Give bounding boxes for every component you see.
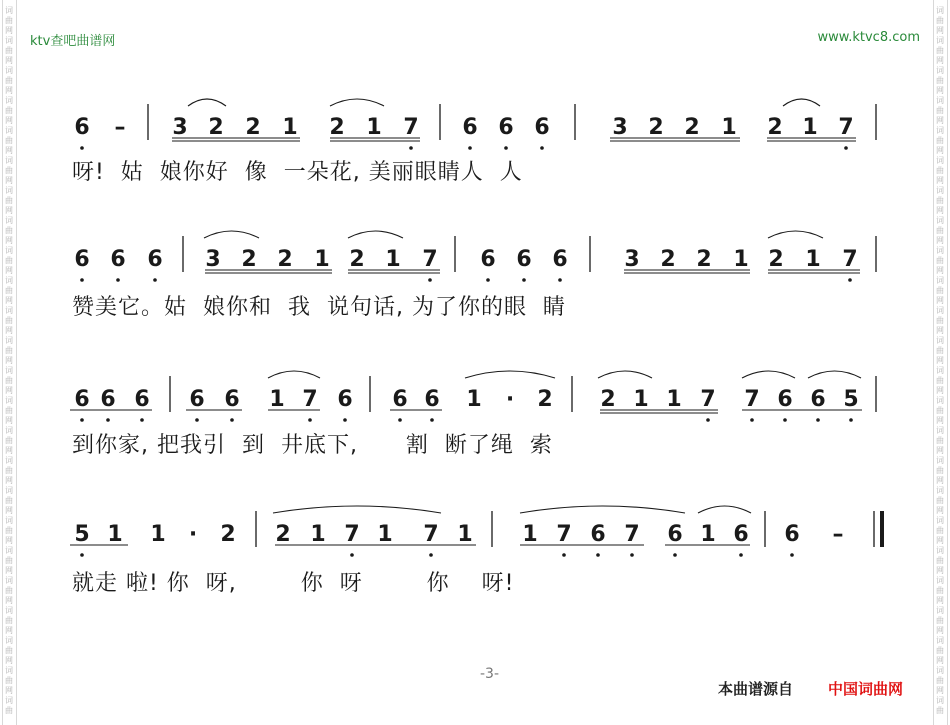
low-octave-dot [596, 553, 600, 557]
watermark-glyph: 曲 [936, 496, 944, 505]
watermark-glyph: 词 [936, 456, 944, 465]
watermark-glyph: 网 [5, 356, 13, 365]
slur-arc [268, 371, 320, 378]
note: 7 [302, 387, 318, 412]
note: 1 [700, 522, 716, 547]
watermark-glyph: 网 [5, 146, 13, 155]
watermark-glyph: 曲 [5, 466, 13, 475]
note: 6 [733, 522, 749, 547]
note: 6 [147, 247, 163, 272]
watermark-glyph: 曲 [5, 406, 13, 415]
watermark-glyph: 词 [5, 546, 13, 555]
watermark-glyph: 曲 [936, 586, 944, 595]
watermark-glyph: 曲 [936, 526, 944, 535]
note: 7 [838, 115, 854, 140]
watermark-glyph: 网 [5, 116, 13, 125]
watermark-glyph: 网 [5, 596, 13, 605]
slur-arc [520, 506, 685, 513]
watermark-glyph: 词 [936, 36, 944, 45]
note: 6 [480, 247, 496, 272]
watermark-glyph: 网 [5, 86, 13, 95]
low-octave-dot [540, 146, 544, 150]
note: · [188, 522, 198, 547]
slur-arc [348, 231, 403, 238]
low-octave-dot [468, 146, 472, 150]
lyric-line-2: 赞美它。姑 娘你和 我 说句话, 为了你的眼 睛 [72, 295, 566, 320]
note: 1 [666, 387, 682, 412]
watermark-glyph: 曲 [936, 706, 944, 715]
watermark-glyph: 网 [936, 56, 944, 65]
watermark-glyph: 词 [936, 546, 944, 555]
note: 6 [100, 387, 116, 412]
note: 3 [172, 115, 188, 140]
slur-arc [465, 371, 555, 378]
note: 6 [337, 387, 353, 412]
watermark-glyph: 网 [5, 656, 13, 665]
watermark-glyph: 词 [936, 66, 944, 75]
header-site-url: www.ktvc8.com [817, 30, 920, 45]
low-octave-dot [140, 418, 144, 422]
note: 3 [612, 115, 628, 140]
watermark-glyph: 词 [936, 336, 944, 345]
watermark-glyph: 曲 [936, 286, 944, 295]
note: 6 [534, 115, 550, 140]
watermark-glyph: 词 [936, 396, 944, 405]
note: 6 [134, 387, 150, 412]
note: 6 [777, 387, 793, 412]
low-octave-dot [80, 278, 84, 282]
watermark-glyph: 词 [5, 606, 13, 615]
watermark-glyph: 曲 [936, 46, 944, 55]
note: 1 [310, 522, 326, 547]
note: 6 [224, 387, 240, 412]
note: 6 [110, 247, 126, 272]
note: 6 [74, 115, 90, 140]
slur-arc [742, 371, 795, 378]
watermark-glyph: 曲 [936, 76, 944, 85]
note: 2 [275, 522, 291, 547]
note: – [832, 522, 844, 547]
watermark-glyph: 曲 [5, 586, 13, 595]
watermark-glyph: 网 [936, 626, 944, 635]
low-octave-dot [750, 418, 754, 422]
note: 1 [805, 247, 821, 272]
watermark-glyph: 曲 [936, 136, 944, 145]
watermark-glyph: 曲 [5, 376, 13, 385]
watermark-glyph: 网 [936, 506, 944, 515]
watermark-glyph: 词 [936, 366, 944, 375]
watermark-glyph: 网 [936, 536, 944, 545]
watermark-glyph: 词 [936, 156, 944, 165]
note: 2 [684, 115, 700, 140]
low-octave-dot [195, 418, 199, 422]
watermark-glyph: 词 [936, 216, 944, 225]
watermark-glyph: 网 [936, 26, 944, 35]
note: 7 [744, 387, 760, 412]
low-octave-dot [80, 146, 84, 150]
watermark-glyph: 词 [5, 66, 13, 75]
watermark-glyph: 网 [5, 296, 13, 305]
note: 7 [556, 522, 572, 547]
watermark-glyph: 网 [936, 656, 944, 665]
watermark-glyph: 网 [936, 266, 944, 275]
note: 2 [245, 115, 261, 140]
watermark-glyph: 网 [5, 626, 13, 635]
watermark-glyph: 曲 [5, 166, 13, 175]
watermark-glyph: 曲 [936, 466, 944, 475]
low-octave-dot [80, 418, 84, 422]
watermark-glyph: 网 [5, 26, 13, 35]
low-octave-dot [398, 418, 402, 422]
watermark-glyph: 词 [936, 276, 944, 285]
note: 1 [633, 387, 649, 412]
watermark-glyph: 词 [936, 246, 944, 255]
header-site-name: ktv查吧曲谱网 [30, 34, 116, 49]
watermark-glyph: 词 [5, 456, 13, 465]
low-octave-dot [343, 418, 347, 422]
slur-arc [698, 506, 751, 513]
watermark-glyph: 词 [936, 636, 944, 645]
slur-arc [330, 99, 384, 106]
watermark-glyph: 词 [936, 306, 944, 315]
watermark-glyph: 网 [936, 86, 944, 95]
page-number: -3- [480, 666, 500, 682]
low-octave-dot [673, 553, 677, 557]
note: 5 [74, 522, 90, 547]
slur-arc [273, 506, 441, 513]
watermark-glyph: 网 [936, 146, 944, 155]
low-octave-dot [350, 553, 354, 557]
watermark-glyph: 词 [5, 216, 13, 225]
note: 1 [282, 115, 298, 140]
watermark-glyph: 网 [5, 236, 13, 245]
watermark-glyph: 词 [5, 576, 13, 585]
low-octave-dot [116, 278, 120, 282]
low-octave-dot [106, 418, 110, 422]
note: 7 [423, 522, 439, 547]
note: 6 [189, 387, 205, 412]
watermark-glyph: 网 [936, 116, 944, 125]
watermark-glyph: 网 [5, 176, 13, 185]
note: 6 [74, 247, 90, 272]
note: 6 [810, 387, 826, 412]
watermark-glyph: 曲 [936, 106, 944, 115]
watermark-glyph: 网 [936, 476, 944, 485]
watermark-glyph: 网 [5, 416, 13, 425]
watermark-glyph: 词 [936, 666, 944, 675]
note: 1 [721, 115, 737, 140]
watermark-glyph: 曲 [936, 646, 944, 655]
note: 7 [624, 522, 640, 547]
watermark-glyph: 曲 [5, 496, 13, 505]
lyric-line-3: 到你家, 把我引 到 井底下, 割 断了绳 索 [72, 433, 553, 458]
slur-arc [188, 99, 226, 106]
low-octave-dot [848, 278, 852, 282]
watermark-glyph: 网 [936, 326, 944, 335]
watermark-glyph: 曲 [5, 196, 13, 205]
note: 5 [843, 387, 859, 412]
note: 1 [457, 522, 473, 547]
watermark-glyph: 曲 [5, 226, 13, 235]
watermark-glyph: 词 [5, 6, 13, 15]
watermark-glyph: 网 [5, 386, 13, 395]
low-octave-dot [486, 278, 490, 282]
low-octave-dot [80, 553, 84, 557]
watermark-glyph: 网 [936, 686, 944, 695]
low-octave-dot [783, 418, 787, 422]
watermark-glyph: 词 [936, 516, 944, 525]
note: 1 [733, 247, 749, 272]
note: 2 [220, 522, 236, 547]
watermark-glyph: 词 [5, 276, 13, 285]
watermark-glyph: 网 [936, 416, 944, 425]
watermark-glyph: 词 [5, 126, 13, 135]
watermark-glyph: 网 [5, 506, 13, 515]
note: 6 [498, 115, 514, 140]
watermark-glyph: 网 [5, 686, 13, 695]
watermark-glyph: 曲 [5, 346, 13, 355]
note: 6 [667, 522, 683, 547]
watermark-glyph: 曲 [5, 106, 13, 115]
note: 2 [241, 247, 257, 272]
watermark-glyph: 曲 [5, 76, 13, 85]
note: – [114, 115, 126, 140]
watermark-glyph: 词 [936, 576, 944, 585]
watermark-glyph: 网 [5, 446, 13, 455]
watermark-glyph: 曲 [936, 166, 944, 175]
watermark-glyph: 词 [5, 696, 13, 705]
note: 1 [366, 115, 382, 140]
watermark-glyph: 词 [936, 6, 944, 15]
low-octave-dot [429, 553, 433, 557]
low-octave-dot [816, 418, 820, 422]
slur-arc [783, 99, 820, 106]
note: 6 [552, 247, 568, 272]
low-octave-dot [844, 146, 848, 150]
note: 1 [385, 247, 401, 272]
watermark-glyph: 词 [5, 96, 13, 105]
note: 6 [74, 387, 90, 412]
low-octave-dot [522, 278, 526, 282]
note: 2 [660, 247, 676, 272]
note: 2 [537, 387, 553, 412]
watermark-glyph: 曲 [936, 346, 944, 355]
low-octave-dot [558, 278, 562, 282]
watermark-glyph: 曲 [5, 706, 13, 715]
watermark-glyph: 词 [5, 396, 13, 405]
watermark-glyph: 网 [936, 596, 944, 605]
note: 7 [422, 247, 438, 272]
low-octave-dot [849, 418, 853, 422]
watermark-glyph: 曲 [936, 226, 944, 235]
watermark-glyph: 词 [5, 306, 13, 315]
watermark-glyph: 网 [5, 476, 13, 485]
slur-arc [204, 231, 259, 238]
watermark-glyph: 曲 [5, 676, 13, 685]
low-octave-dot [430, 418, 434, 422]
note: 2 [696, 247, 712, 272]
watermark-glyph: 曲 [5, 556, 13, 565]
watermark-glyph: 词 [936, 486, 944, 495]
watermark-glyph: 曲 [5, 526, 13, 535]
note: 1 [522, 522, 538, 547]
watermark-glyph: 词 [5, 486, 13, 495]
watermark-glyph: 词 [5, 666, 13, 675]
note: 1 [802, 115, 818, 140]
watermark-glyph: 曲 [936, 196, 944, 205]
watermark-glyph: 网 [5, 206, 13, 215]
note: 2 [648, 115, 664, 140]
watermark-glyph: 曲 [936, 406, 944, 415]
watermark-glyph: 词 [936, 126, 944, 135]
note: 1 [150, 522, 166, 547]
watermark-glyph: 曲 [936, 556, 944, 565]
slur-arc [598, 371, 652, 378]
watermark-glyph: 网 [5, 326, 13, 335]
low-octave-dot [504, 146, 508, 150]
note: 1 [466, 387, 482, 412]
watermark-glyph: 曲 [936, 676, 944, 685]
watermark-glyph: 词 [936, 696, 944, 705]
low-octave-dot [308, 418, 312, 422]
note: 6 [516, 247, 532, 272]
watermark-glyph: 网 [5, 266, 13, 275]
watermark-glyph: 词 [5, 156, 13, 165]
note: 3 [205, 247, 221, 272]
note: 3 [624, 247, 640, 272]
watermark-glyph: 曲 [5, 256, 13, 265]
watermark-glyph: 曲 [936, 16, 944, 25]
slur-arc [808, 371, 861, 378]
slur-arc [768, 231, 823, 238]
watermark-glyph: 词 [5, 516, 13, 525]
note: 1 [377, 522, 393, 547]
watermark-glyph: 词 [936, 426, 944, 435]
watermark-glyph: 网 [936, 176, 944, 185]
lyric-line-1: 呀! 姑 娘你好 像 一朵花, 美丽眼睛人 人 [72, 160, 523, 185]
watermark-glyph: 网 [5, 566, 13, 575]
watermark-glyph: 网 [5, 536, 13, 545]
watermark-glyph: 曲 [936, 256, 944, 265]
watermark-glyph: 网 [936, 296, 944, 305]
lyric-line-4: 就走 啦! 你 呀, 你 呀 你 呀! [72, 571, 515, 596]
low-octave-dot [706, 418, 710, 422]
note: 6 [590, 522, 606, 547]
watermark-glyph: 曲 [5, 616, 13, 625]
low-octave-dot [409, 146, 413, 150]
watermark-glyph: 词 [5, 36, 13, 45]
note: 6 [392, 387, 408, 412]
watermark-glyph: 词 [5, 186, 13, 195]
watermark-glyph: 词 [5, 426, 13, 435]
watermark-glyph: 网 [936, 566, 944, 575]
watermark-glyph: 曲 [5, 646, 13, 655]
watermark-glyph: 曲 [936, 376, 944, 385]
note: 7 [344, 522, 360, 547]
watermark-glyph: 网 [936, 206, 944, 215]
watermark-glyph: 网 [936, 236, 944, 245]
note: 7 [403, 115, 419, 140]
note: 2 [329, 115, 345, 140]
watermark-glyph: 曲 [5, 16, 13, 25]
note: 2 [767, 115, 783, 140]
low-octave-dot [630, 553, 634, 557]
watermark-glyph: 词 [936, 606, 944, 615]
watermark-glyph: 网 [936, 446, 944, 455]
low-octave-dot [739, 553, 743, 557]
low-octave-dot [428, 278, 432, 282]
watermark-glyph: 曲 [936, 616, 944, 625]
source-label: 本曲谱源自 [718, 680, 794, 698]
watermark-glyph: 词 [936, 186, 944, 195]
note: 2 [208, 115, 224, 140]
low-octave-dot [790, 553, 794, 557]
watermark-glyph: 曲 [5, 286, 13, 295]
note: 6 [424, 387, 440, 412]
low-octave-dot [562, 553, 566, 557]
watermark-glyph: 网 [936, 356, 944, 365]
watermark-glyph: 曲 [5, 136, 13, 145]
watermark-glyph: 词 [5, 246, 13, 255]
watermark-glyph: 曲 [936, 316, 944, 325]
note: 6 [784, 522, 800, 547]
note: 2 [768, 247, 784, 272]
watermark-glyph: 网 [936, 386, 944, 395]
watermark-glyph: 网 [5, 56, 13, 65]
source-site: 中国词曲网 [828, 680, 904, 698]
note: 1 [314, 247, 330, 272]
note: 1 [107, 522, 123, 547]
watermark-glyph: 曲 [5, 436, 13, 445]
watermark-glyph: 曲 [5, 46, 13, 55]
note: 6 [462, 115, 478, 140]
note: 2 [600, 387, 616, 412]
watermark-glyph: 词 [936, 96, 944, 105]
watermark-glyph: 词 [5, 366, 13, 375]
note: · [505, 387, 515, 412]
note: 7 [700, 387, 716, 412]
watermark-glyph: 曲 [936, 436, 944, 445]
note: 1 [269, 387, 285, 412]
note: 7 [842, 247, 858, 272]
note: 2 [349, 247, 365, 272]
low-octave-dot [153, 278, 157, 282]
watermark-glyph: 词 [5, 336, 13, 345]
low-octave-dot [230, 418, 234, 422]
note: 2 [277, 247, 293, 272]
watermark-glyph: 曲 [5, 316, 13, 325]
watermark-glyph: 词 [5, 636, 13, 645]
